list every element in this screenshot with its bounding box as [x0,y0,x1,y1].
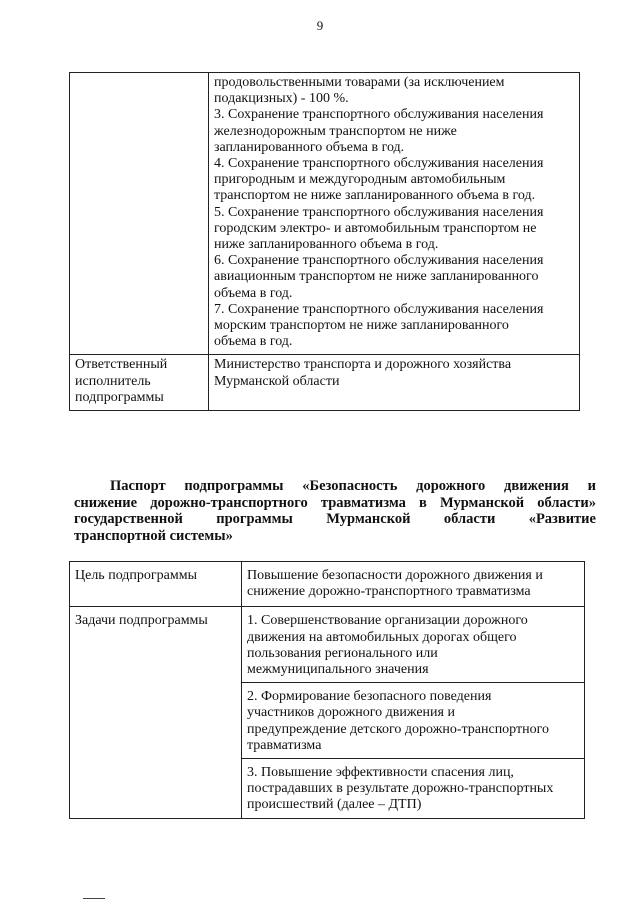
page-number: 9 [316,18,324,33]
indicator-line: объема в год. [214,285,293,301]
indicator-line: 7. Сохранение транспортного обслуживания населения [214,301,544,317]
heading-word: Мурманской [326,511,411,528]
heading-line-4 [74,528,596,545]
executor-value-cell [209,355,580,411]
indicator-line: запланированного объема в год. [214,139,405,155]
indicator-line: подакцизных) - 100 %. [214,91,349,107]
task-line: травматизма [247,737,322,753]
heading-word: программы [216,511,293,528]
indicators-table [69,72,580,411]
indicators-label-cell [70,73,209,355]
heading-line-1 [74,478,596,495]
indicators-value-cell [209,73,580,355]
task-line: участников дорожного движения и [247,705,455,721]
heading-word: области» [537,494,596,511]
task-cell [242,759,585,819]
heading-word: и [587,478,596,494]
executor-label-line: подпрограммы [75,389,164,405]
indicator-line: ниже запланированного объема в год. [214,237,439,253]
indicator-line: авиационным транспортом не ниже запланированного [214,269,539,285]
task-line: пострадавших в результате дорожно-транспортных [247,781,554,797]
heading-word: подпрограммы [184,478,284,494]
heading-word: дорожного [416,478,486,494]
task-row [70,607,585,683]
heading-word: дорожно-транспортного [150,494,308,511]
tasks-label: Задачи подпрограммы [75,613,208,629]
task-line: межмуниципального значения [247,662,429,678]
footnote-divider [83,898,105,899]
goal-row [70,562,585,607]
executor-row [70,355,580,411]
indicator-line: морским транспортом не ниже запланированного [214,318,509,334]
heading-word: «Развитие [528,511,596,528]
heading-word: транспортной системы» [74,527,233,544]
heading-word: травматизма [320,494,406,511]
heading-word: Паспорт [110,478,166,494]
task-line: 3. Повышение эффективности спасения лиц, [247,765,514,781]
task-line: 1. Совершенствование организации дорожного [247,613,528,629]
task-line: 2. Формирование безопасного поведения [247,689,492,705]
goal-label: Цель подпрограммы [75,568,197,583]
task-line: движения на автомобильных дорогах общего [247,629,517,645]
heading-word: «Безопасность [302,478,398,494]
executor-label-line: исполнитель [75,373,151,389]
heading-word: области [443,511,496,528]
heading-word: государственной [74,511,183,528]
heading-line-3 [74,511,596,528]
executor-value-line: Министерство транспорта и дорожного хозяйства [214,357,512,373]
heading-line-2 [74,495,596,512]
indicator-line: объема в год. [214,334,293,350]
indicator-line: 3. Сохранение транспортного обслуживания населения [214,107,544,123]
indicator-line: 6. Сохранение транспортного обслуживания населения [214,253,544,269]
task-line: происшествий (далее – ДТП) [247,797,422,813]
executor-label-cell [70,355,209,411]
indicator-line: 4. Сохранение транспортного обслуживания населения [214,156,544,172]
heading-word: Мурманской [439,494,525,511]
passport-heading [74,478,596,544]
task-line: предупреждение детского дорожно-транспортного [247,721,550,737]
indicator-line: пригородным и междугородным автомобильным [214,172,506,188]
executor-value-line: Мурманской области [214,373,340,389]
heading-word: снижение [74,494,138,511]
indicator-line: железнодорожным транспортом не ниже [214,123,457,139]
task-cell [242,607,585,683]
task-cell [242,683,585,759]
indicator-line: 5. Сохранение транспортного обслуживания населения [214,204,544,220]
indicator-line: транспортом не ниже запланированного объема в год. [214,188,536,204]
goal-value-line: Повышение безопасности дорожного движения и [247,568,543,583]
task-line: пользования регионального или [247,645,438,661]
heading-word: в [419,494,427,511]
indicator-line: продовольственными товарами (за исключением [214,75,505,90]
goal-value-line: снижение дорожно-транспортного травматизма [247,584,531,600]
executor-label-line: Ответственный [75,357,168,373]
heading-word: движения [504,478,569,494]
passport-table [69,561,585,819]
goal-label-cell [70,562,242,607]
indicators-row [70,73,580,355]
goal-value-cell [242,562,585,607]
indicator-line: городским электро- и автомобильным транспортом не [214,220,537,236]
tasks-label-cell [70,607,242,818]
